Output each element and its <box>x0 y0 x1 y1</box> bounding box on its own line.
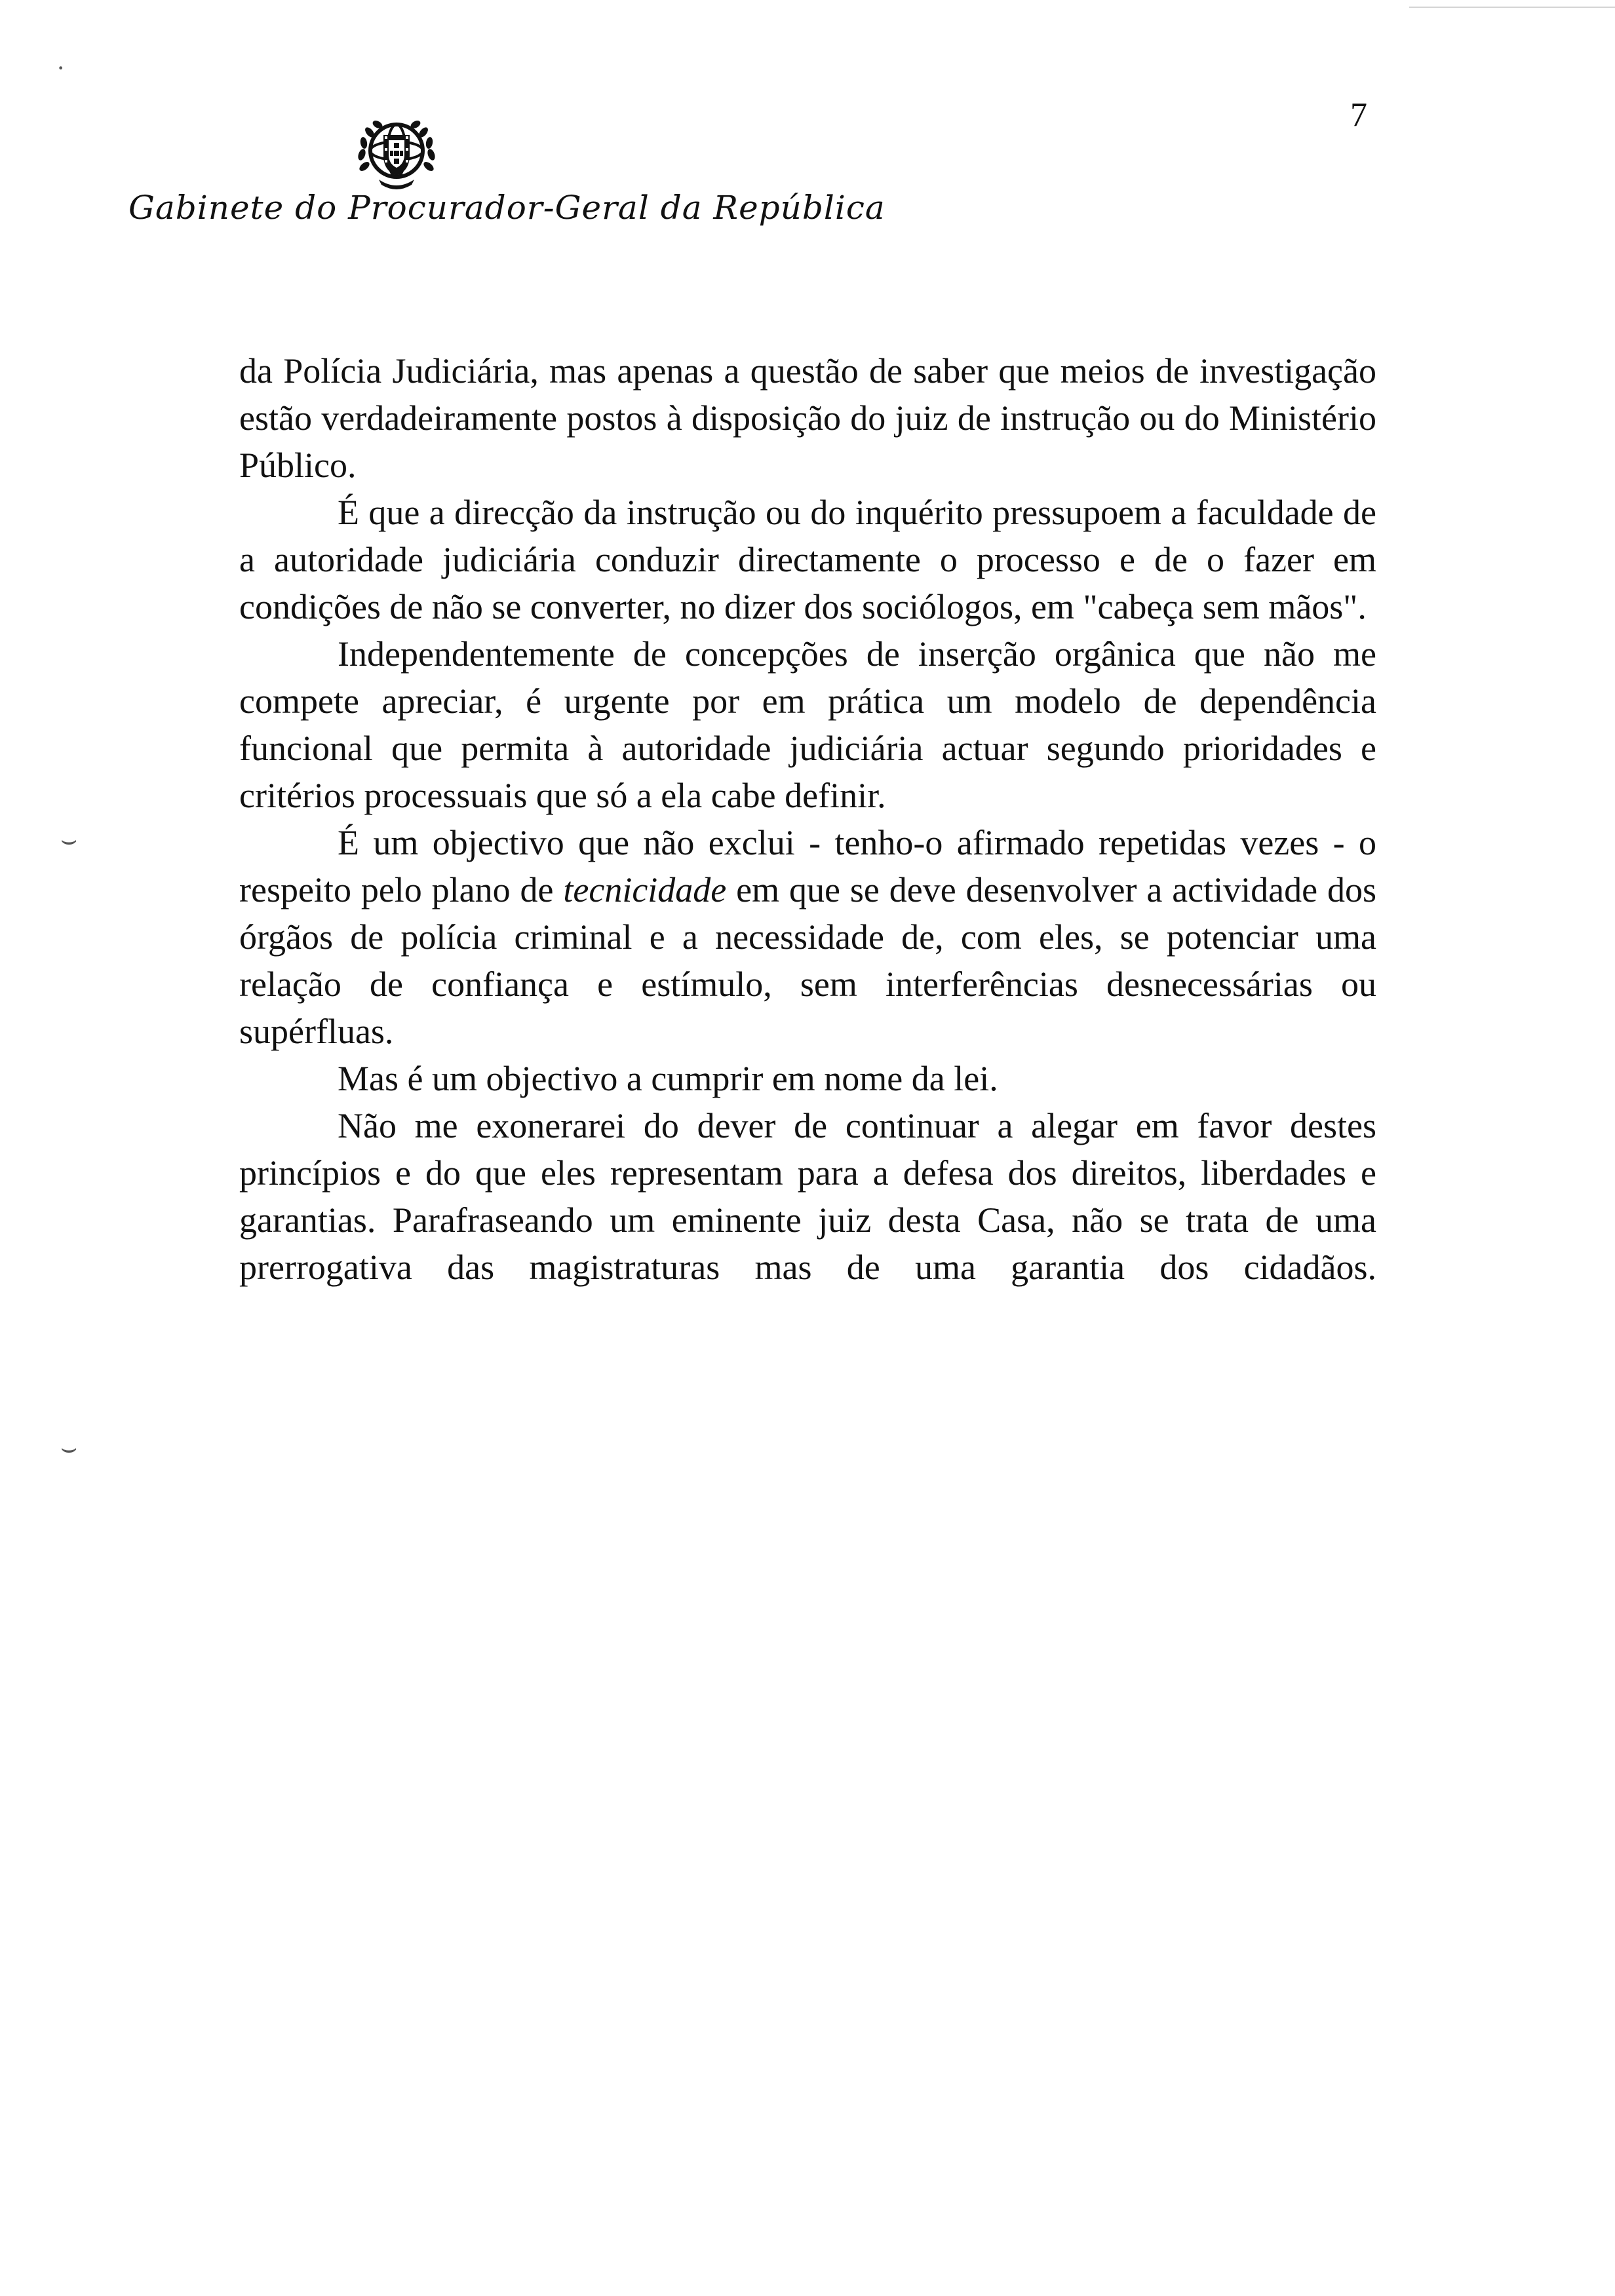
scan-artifact-mark: ⌣ <box>60 1433 78 1463</box>
emphasis-term: tecnicidade <box>563 870 727 909</box>
coat-of-arms-icon <box>353 110 440 197</box>
paragraph-2: É que a direcção da instrução ou do inquérito pressupoem a faculdade de a autoridade judiciária conduzir directamente o processo e de o fazer em condições de não se converter, no dizer dos sociólogos, em "cabeça sem mãos". <box>239 493 1376 626</box>
scan-artifact-dot: · <box>56 53 66 83</box>
letter-body <box>239 347 1376 1291</box>
scan-artifact-line <box>1409 7 1615 8</box>
scan-artifact-mark: ⌣ <box>60 825 78 854</box>
letterhead-title: Gabinete do Procurador-Geral da República <box>128 189 885 227</box>
paragraph-6: Não me exonerarei do dever de continuar a alegar em favor destes princípios e do que eles representam para a defesa dos direitos, liberdades e garantias. Parafraseando um eminente juiz desta Casa, não se trata de uma prerrogativa das magistraturas mas de uma garantia dos cidadãos. <box>239 1106 1376 1287</box>
paragraph-3: Independentemente de concepções de inserção orgânica que não me compete apreciar, é urgente por em prática um modelo de dependência funcional que permita à autoridade judiciária actuar segundo prioridades e critérios processuais que só a ela cabe definir. <box>239 634 1376 815</box>
paragraph-4 <box>239 819 1376 1055</box>
paragraph-1: da Polícia Judiciária, mas apenas a questão de saber que meios de investigação estão verdadeiramente postos à disposição do juiz de instrução ou do Ministério Público. <box>239 351 1376 485</box>
paragraph-5: Mas é um objectivo a cumprir em nome da lei. <box>338 1059 998 1098</box>
paragraph-4-end: em que se deve desenvolver a actividade dos órgãos de polícia criminal e a necessidade de, com eles, se potenciar uma relação de confiança e estímulo, sem interferências desnecessárias ou supérfluas. <box>239 870 1376 1051</box>
page-number: 7 <box>1350 96 1367 134</box>
paragraph-4-start: É um objectivo que não exclui - tenho-o afirmado repetidas vezes - o respeito pelo plano de <box>239 823 1376 909</box>
